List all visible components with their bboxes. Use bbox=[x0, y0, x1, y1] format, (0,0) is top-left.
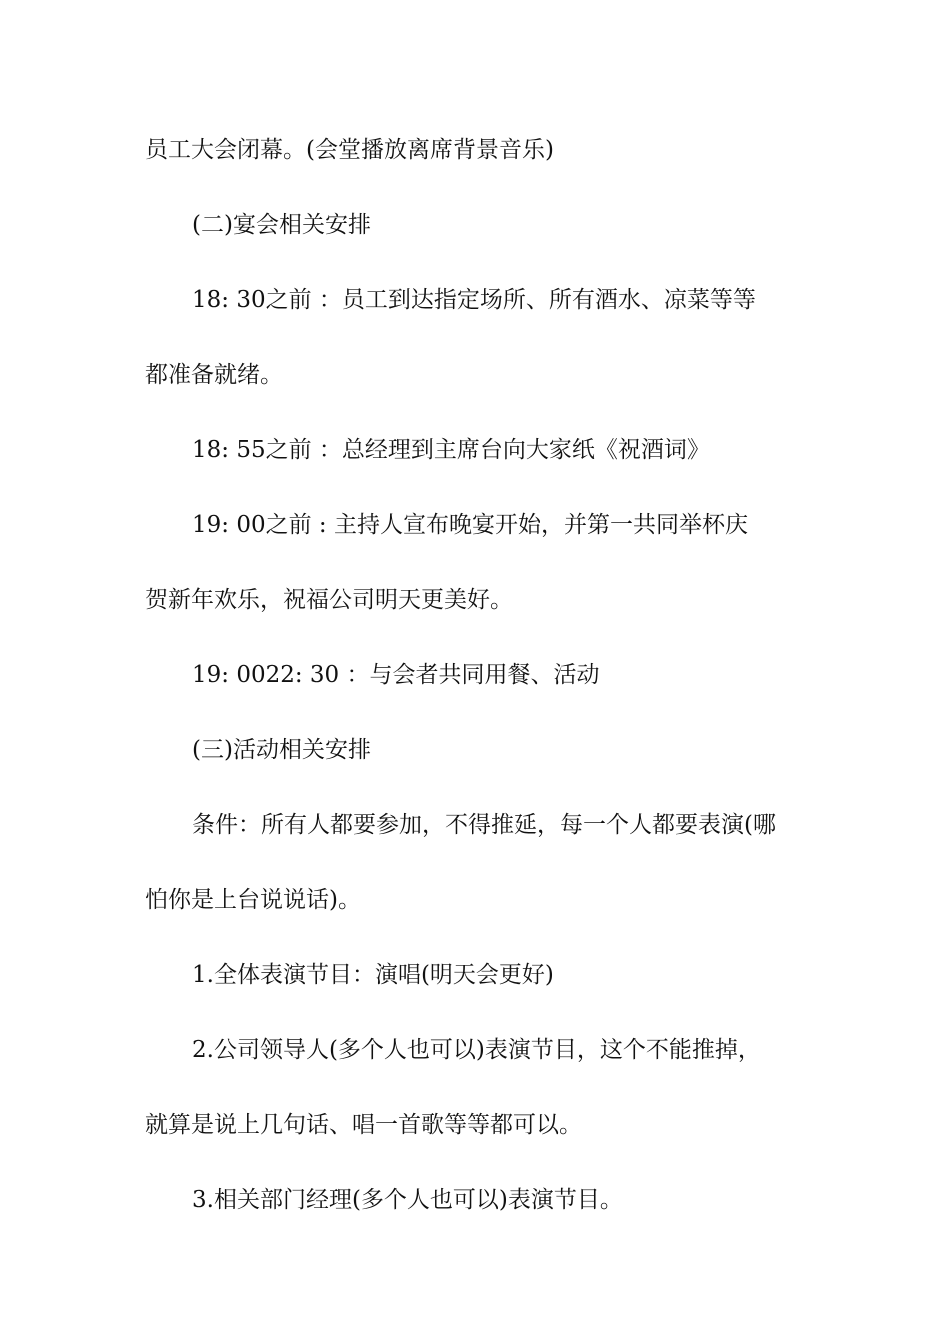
text-line-closing: 员工大会闭幕。(会堂播放离席背景音乐) bbox=[145, 137, 554, 163]
list-item-1: 1.全体表演节目：演唱(明天会更好) bbox=[192, 962, 554, 988]
list-item-2: 2.公司领导人(多个人也可以)表演节目，这个不能推掉， bbox=[192, 1037, 761, 1063]
schedule-item-1900-cont: 贺新年欢乐，祝福公司明天更美好。 bbox=[145, 587, 513, 613]
section-heading-banquet: (二)宴会相关安排 bbox=[192, 212, 371, 238]
schedule-item-1900-2230: 19: 0022: 30 ：与会者共同用餐、活动 bbox=[192, 662, 600, 688]
section-heading-activities: (三)活动相关安排 bbox=[192, 737, 371, 763]
list-item-2-cont: 就算是说上几句话、唱一首歌等等都可以。 bbox=[145, 1112, 582, 1138]
conditions-paragraph-cont: 怕你是上台说说话)。 bbox=[145, 887, 361, 913]
schedule-item-1830-cont: 都准备就绪。 bbox=[145, 362, 283, 388]
schedule-item-1855: 18: 55之前 ：总经理到主席台向大家纸《祝酒词》 bbox=[192, 437, 710, 463]
schedule-item-1900: 19: 00之前 : 主持人宣布晚宴开始，并第一共同举杯庆 bbox=[192, 512, 748, 538]
list-item-3: 3.相关部门经理(多个人也可以)表演节目。 bbox=[192, 1187, 623, 1213]
schedule-item-1830: 18: 30之前 ：员工到达指定场所、所有酒水、凉菜等等 bbox=[192, 287, 756, 313]
conditions-paragraph: 条件：所有人都要参加，不得推延，每一个人都要表演(哪 bbox=[192, 812, 776, 838]
